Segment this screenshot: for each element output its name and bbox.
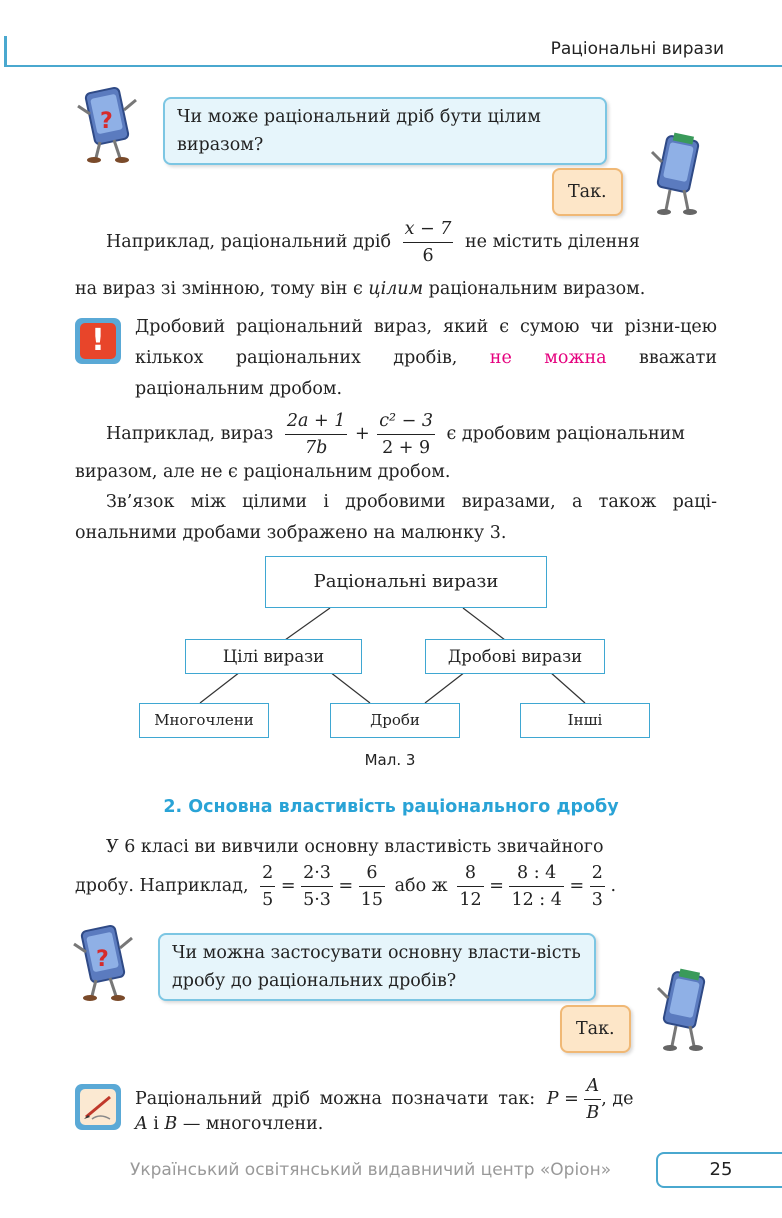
pencil-note-icon [75,1084,121,1130]
diagram-leaf2-label: Дроби [370,711,420,729]
note1-text-a: Дробовий раціональний вираз, який є сумою чи різни-цею кількох раціональних дробів, [135,317,717,368]
connector-right-leaf3 [550,672,585,703]
fraction-8-12 [457,862,483,911]
p1-line2-b: раціональним виразом. [428,279,646,299]
diagram-others-box [520,703,650,738]
fraction-numerator: 2·3 [301,862,333,887]
variable-B: B [164,1114,178,1134]
p1-start: Наприклад, раціональний дріб [106,232,392,252]
fraction-numerator: 8 : 4 [509,862,563,887]
fraction-denominator: 5·3 [303,890,331,910]
fraction-8d4-12d4 [509,862,563,911]
fraction-6-15 [359,862,385,911]
connector-left-leaf2 [330,672,370,703]
section-heading [0,797,782,817]
equals-sign: = [564,1089,579,1109]
p2-end: є дробовим раціональним [446,424,685,444]
exclamation-icon: ! [75,318,121,364]
p1-line2-a: на вираз зі змінною, тому він є [75,279,363,299]
question-bubble [158,933,596,1001]
publisher-footer [130,1160,611,1180]
answer-bubble [560,1005,631,1053]
page-number-box [656,1152,782,1188]
equals-sign: = [489,876,504,896]
plus-sign: + [354,424,370,444]
p2-start: Наприклад, вираз [106,424,274,444]
fraction-denominator: B [586,1103,600,1123]
conjunction: і [153,1114,159,1134]
fraction-denominator: 2 + 9 [382,438,431,458]
fraction-denominator: 7b [304,438,328,458]
caption-text: Мал. 3 [364,751,416,769]
p4-line2: дробу. Наприклад, [75,876,249,896]
note-fraction-notation-line2 [135,1109,717,1140]
fraction-numerator: A [584,1075,601,1100]
connector-root-left [285,608,330,640]
note2-text-c: — многочлени. [182,1114,324,1134]
phone-character-question-icon [72,922,140,1002]
diagram-polynomials-box [139,703,269,738]
p2-line2: виразом, але не є раціональним дробом. [75,462,451,482]
fraction-numerator: c² − 3 [377,410,435,435]
phone-character-answer-icon [654,968,714,1052]
fraction-denominator: 12 : 4 [511,890,562,910]
p3-text: Зв’язок між цілими і дробовими виразами, а також раці-ональними дробами зображено на малюнку 3. [75,492,717,543]
paragraph-basic-property-line2 [75,862,725,911]
fraction-denominator: 3 [591,890,603,910]
connector-root-right [463,608,505,640]
fraction-numerator: x − 7 [403,218,454,243]
note2-text-b: , де [601,1089,634,1109]
publisher-text: Український освітянський видавничий центр «Оріон» [130,1160,612,1180]
equals-sign: = [338,876,354,896]
fraction-denominator: 12 [459,890,482,910]
diagram-root-label: Раціональні вирази [313,571,499,592]
diagram-right-label: Дробові вирази [447,647,583,666]
diagram-root-box [265,556,547,608]
p4-line1: У 6 класі ви вивчили основну властивість звичайного [106,837,604,857]
diagram-leaf3-label: Інші [567,711,603,729]
p1-end: не містить ділення [465,232,640,252]
fraction-denominator: 5 [262,890,274,910]
paragraph-basic-property [106,832,717,863]
equals-sign: = [569,876,585,896]
figure-caption [340,751,440,769]
fraction-numerator: 6 [359,862,385,887]
answer-text: Так. [576,1019,615,1039]
answer-text: Так. [568,182,607,202]
fraction-numerator: 2 [590,862,605,887]
p1-line2-emphasis: цілим [368,279,424,299]
diagram-fractions-box [330,703,460,738]
svg-text:?: ? [96,947,109,972]
variable-A: A [135,1114,148,1134]
fraction-numerator: 2 [260,862,275,887]
connector-left-leaf1 [200,672,240,703]
equals-sign: = [280,876,296,896]
fraction-denominator: 15 [360,890,384,910]
note1-highlight: не можна [489,348,607,368]
header-title: Раціональні вирази [550,39,724,59]
diagram-left-label: Цілі вирази [222,647,325,666]
diagram-fractional-expressions-box [425,639,605,674]
connector-right-leaf2 [425,672,465,703]
fraction-2-3 [590,862,605,911]
or-text: або ж [394,876,448,896]
note2-text-a: Раціональний дріб можна позначати так: [135,1089,536,1109]
fraction-numerator: 8 [457,862,483,887]
question-text: Чи може раціональний дріб бути цілим виразом? [177,107,541,155]
fraction-2x3-5x3 [301,862,333,911]
svg-text:?: ? [100,109,113,134]
fraction-numerator: 2a + 1 [285,410,348,435]
diagram-leaf1-label: Многочлени [154,711,254,729]
variable-P: P [546,1089,559,1109]
note1-text-b: вважати раціональним дробом. [135,348,717,399]
diagram-whole-expressions-box [185,639,362,674]
page-number: 25 [709,1159,733,1180]
section-title: 2. Основна властивість раціонального дробу [163,797,619,817]
fraction-2-5 [260,862,275,911]
question-text: Чи можна застосувати основну власти-вість дробу до раціональних дробів? [172,943,581,991]
fraction-denominator: 6 [422,246,434,266]
period: . [610,876,617,896]
